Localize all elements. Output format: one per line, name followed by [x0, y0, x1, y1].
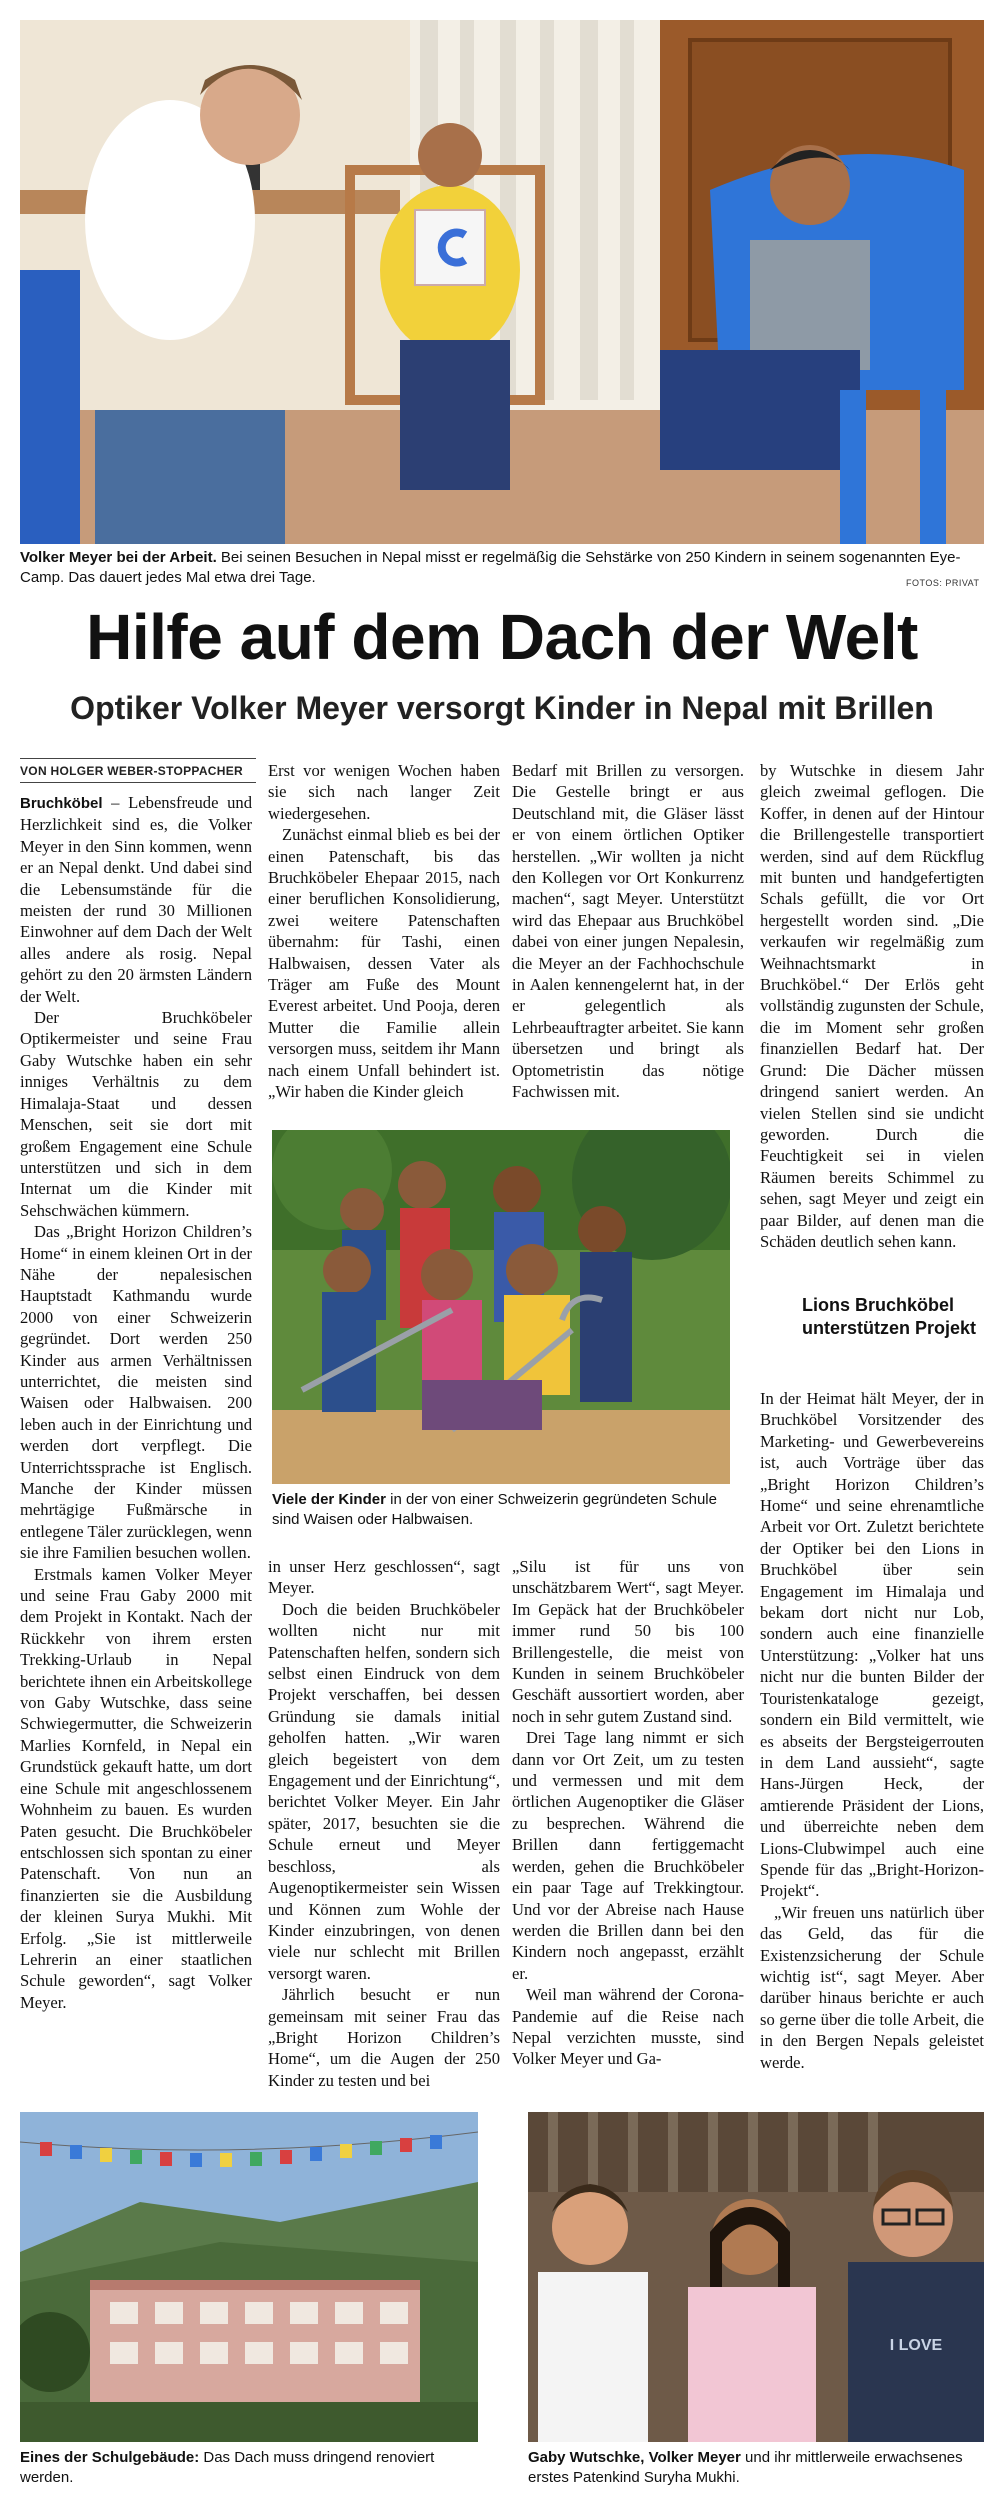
caption-text: in der von einer Schweizerin gegründeten Schule sind Waisen oder Halbwaisen. — [272, 1491, 717, 1528]
paragraph: „Silu ist für uns von unschätzbarem Wert“, sagt Meyer. Im Gepäck hat der Bruchköbeler immer rund 50 bis 100 Brillengestelle, die meist von Kunden in seinem Bruchköbeler Geschäft aussortiert worden, aber noch in sehr gutem Zustand sind. — [512, 1557, 744, 1726]
paragraph: Weil man während der Corona-Pandemie auf die Reise nach Nepal verzichten musste, sind Volker Meyer und Ga- — [512, 1985, 744, 2069]
top-photo — [20, 20, 984, 544]
byline: VON HOLGER WEBER-STOPPACHER — [20, 764, 244, 778]
people-photo — [528, 2112, 984, 2442]
paragraph: „Wir freuen uns natürlich über das Geld, das für die Existenzsicherung der Schule wichtig ist“, sagt Meyer. Aber darüber hinaus berichte er auch so gerne über die tolle Arbeit, die in den Bergen Nepals geleistet werde. — [760, 1902, 984, 2072]
paragraph: Erstmals kamen Volker Meyer und seine Frau Gaby 2000 mit dem Projekt in Kontakt. Nach der Rückkehr von ihrem ersten Trekking-Urlaub in Nepal berichtete ihnen ein Arbeitskollege von Gaby Wutschke, dass seine Schwiegermutter, die Schweizerin Marlies Kornfeld, in Nepal ein Grundstück gekauft hatte, um dort eine Schule mit angeschlossenem Wohnheim zu bauen. Es wurden Paten gesucht. Die Bruchköbeler entschlossen sich spontan zu einer Patenschaft. Von nun an finanzierten sie die Ausbildung der kleinen Surya Mukhi. Mit Erfolg. „Sie ist mittlerweile Lehrerin an einer staatlichen Schule geworden“, sagt Volker Meyer. — [20, 1564, 252, 2012]
interheadline: Lions Bruchköbel unterstützen Projekt — [802, 1295, 977, 1338]
caption-text: Das Dach muss dringend renoviert werden. — [20, 2449, 435, 2486]
column-2-bottom — [268, 1556, 500, 2091]
column-4-continued — [760, 1388, 984, 2073]
caption-bold: Viele der Kinder — [272, 1491, 386, 1508]
column-3-bottom — [512, 1556, 744, 2070]
children-photo — [272, 1130, 730, 1484]
school-photo-caption — [20, 2448, 482, 2488]
column-3-top — [512, 760, 744, 1103]
paragraph: Erst vor wenigen Wochen haben sie sich nach langer Zeit wiedergesehen. — [268, 761, 500, 823]
caption-text: Bei seinen Besuchen in Nepal misst er regelmäßig die Sehstärke von 250 Kindern in seinem sogenannten Eye-Camp. Das dauert jedes Mal etwa drei Tage. — [20, 549, 961, 586]
caption-bold: Eines der Schulgebäude: — [20, 2449, 200, 2466]
caption-text: und ihr mittlerweile erwachsenes erstes Patenkind Suryha Mukhi. — [528, 2449, 963, 2486]
paragraph: Drei Tage lang nimmt er sich dann vor Ort Zeit, um zu testen und vermessen und mit dem örtlichen Augenoptiker die Gläser zu besprechen. Während die Brillen dann fertiggemacht werden, gehen die Bruchköbeler ein paar Tage auf Trekkingtour. Und vor der Abreise nach Hause werden die Brillen dann bei den Kindern noch angepasst, erzählt er. — [512, 1728, 744, 1983]
children-photo-caption — [272, 1490, 734, 1530]
caption-bold: Volker Meyer bei der Arbeit. — [20, 549, 217, 566]
paragraph: Bedarf mit Brillen zu versorgen. Die Gestelle bringt er aus Deutschland mit, die Gläser lässt er von einem örtlichen Optiker herstellen. „Wir wollten ja nicht den Kollegen vor Ort Konkurrenz machen“, sagt Meyer. Unterstützt wird das Ehepaar aus Bruchköbel dabei von einer jungen Nepalesin, die Meyer an der Fachhochschule in Aalen kennengelernt hat, in der er gelegentlich als Lehrbeauftragter arbeitet. Sie kann übersetzen und bringt als Optometristin das nötige Fachwissen mit. — [512, 761, 744, 1102]
paragraph: by Wutschke in diesem Jahr gleich zweimal geflogen. Die Koffer, in denen auf der Hintour die Brillengestelle transportiert werden, sind auf dem Rückflug mit bunten und handgefertigten Schals gefüllt, die vor Ort hergestellt worden sind. „Die verkaufen wir regelmäßig zum Weihnachtsmarkt in Bruchköbel.“ Der Erlös geht vollständig zugunsten der Schule, die im Moment sehr großen finanziellen Bedarf hat. Der Grund: Die Dächer müssen dringend saniert werden. An vielen Stellen sind sie undicht geworden. Durch die Feuchtigkeit sei in vielen Räumen bereits Schimmel zu sehen, sagt Meyer und zeigt ein paar Bilder, auf denen man die Schäden deutlich sehen kann. — [760, 761, 984, 1251]
people-photo-caption — [528, 2448, 984, 2488]
paragraph: Jährlich besucht er nun gemeinsam mit seiner Frau das „Bright Horizon Children’s Home“, um die Augen der 250 Kinder zu testen und bei — [268, 1985, 500, 2090]
paragraph: Zunächst einmal blieb es bei der einen Patenschaft, bis das Bruchköbeler Ehepaar 2015, nach einer beruflichen Konsolidierung, zwei weitere Patenschaften übernahm: für Tashi, einen Halbwaisen, dessen Vater als Träger am Fuße des Mount Everest arbeitet. Und Pooja, deren Mutter die Familie allein versorgen muss, seitdem ihr Mann nach einem Unfall behindert ist. „Wir haben die Kinder gleich — [268, 825, 500, 1102]
paragraph: – Lebensfreude und Herzlichkeit sind es, die Volker Meyer in den Sinn kommen, wenn er an Nepal denkt. Und dabei sind die Lebensumstände für die meisten der rund 30 Millionen Einwohner auf dem Dach der Welt alles andere als rosig. Nepal gehört zu den 20 ärmsten Ländern der Welt. — [20, 793, 252, 1006]
byline-rule-bottom — [20, 782, 256, 783]
paragraph: In der Heimat hält Meyer, der in Bruchköbel Vorsitzender des Marketing- und Gewerbevereins ist, auch Vorträge über das „Bright Horizon Children’s Home“ und seine ehrenamtliche Arbeit vor Ort. Zuletzt berichtete der Optiker bei den Lions in Bruchköbel über sein Engagement im Himalaja und bekam dort nicht nur Lob, sondern auch eine finanzielle Unterstützung: „Volker hat uns nicht nur die bunten Bilder der Touristenkataloge gezeigt, sondern ein Bild vermittelt, wie es abseits der Bergsteigerrouten in dem Land aussieht“, sagte Hans-Jürgen Heck, der amtierende Präsident der Lions, und überreichte neben dem Lions-Clubwimpel auch eine Spende für das „Bright-Horizon-Projekt“. — [760, 1389, 984, 1901]
caption-bold: Gaby Wutschke, Volker Meyer — [528, 2449, 741, 2466]
paragraph: Doch die beiden Bruchköbeler wollten nicht nur mit Patenschaften helfen, sondern sich selbst einen Eindruck von dem Projekt verschaffen, bei dessen Gründung sie damals initial geholfen hatten. „Wir waren gleich begeistert von dem Engagement und der Einrichtung“, berichtet Volker Meyer. Ein Jahr später, 2017, besuchten sie die Schule erneut und Meyer beschloss, als Augenoptikermeister sein Wissen und Können zum Wohle der Kinder einzubringen, von denen viele nur schlecht mit Brillen versorgt waren. — [268, 1599, 500, 1983]
dateline: Bruchköbel — [20, 795, 103, 812]
paragraph: Der Bruchköbeler Optikermeister und seine Frau Gaby Wutschke haben ein sehr inniges Verhältnis zu dem Himalaja-Staat und dessen Menschen, seit sie dort mit großem Engagement eine Schule unterstützen und sich in dem Internat um die Kinder mit Sehschwächen kümmern. — [20, 1008, 252, 1220]
column-1 — [20, 792, 252, 2013]
photo-credit: FOTOS: PRIVAT — [906, 578, 980, 588]
paragraph: Das „Bright Horizon Children’s Home“ in einem kleinen Ort in der Nähe der nepalesischen Hauptstadt Kathmandu wurde 2000 von einer Schweizerin gegründet. Dort werden 250 Kinder aus armen Verhältnissen unterrichtet, die meisten sind Waisen oder Halbwaisen. 200 leben auch in der Einrichtung und werden dort verpflegt. Die Unterrichtssprache ist Englisch. Manche der Kinder müssen mehrtägige Fußmärsche in entlegene Täler zurücklegen, wenn sie ihre Familien besuchen wollen. — [20, 1222, 252, 1563]
headline: Hilfe auf dem Dach der Welt — [86, 601, 918, 673]
top-photo-caption — [20, 548, 984, 588]
byline-rule-top — [20, 758, 256, 759]
column-4 — [760, 760, 984, 1252]
subheadline: Optiker Volker Meyer versorgt Kinder in Nepal mit Brillen — [70, 690, 934, 726]
shirt-text: I LOVE — [889, 2337, 943, 2354]
column-2-top — [268, 760, 500, 1103]
school-photo — [20, 2112, 478, 2442]
paragraph: in unser Herz geschlossen“, sagt Meyer. — [268, 1557, 500, 1598]
